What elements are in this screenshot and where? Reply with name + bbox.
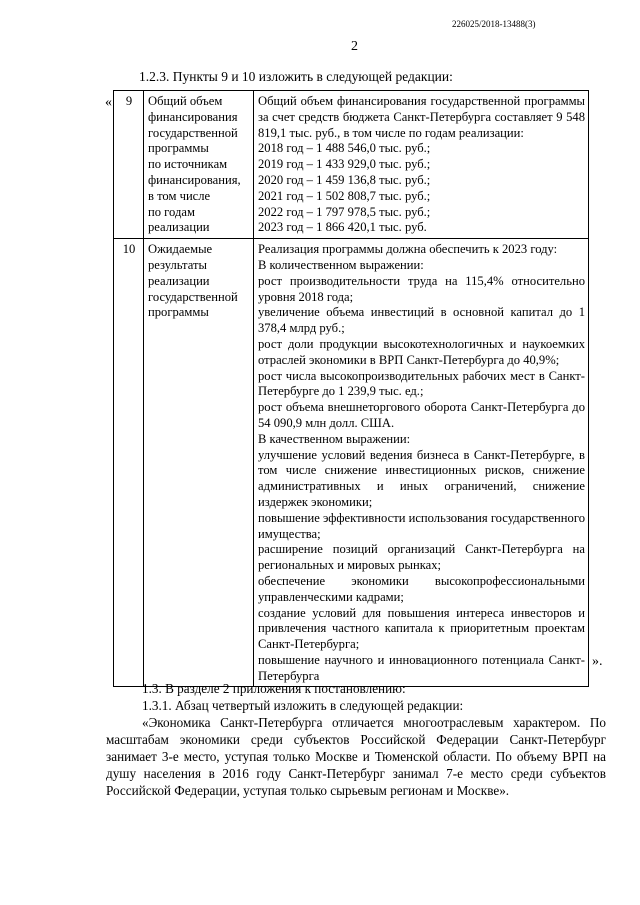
content-paragraph: Общий объем финансирования государственной программы за счет средств бюджета Санкт-Петербурга составляет 9 548 819,1 тыс. руб., в том числе по годам реализации:	[258, 94, 585, 140]
row-number: 10	[114, 239, 144, 687]
content-paragraph: рост объема внешнеторгового оборота Санкт-Петербурга до 54 090,9 млн долл. США.	[258, 400, 585, 430]
name-line: в том числе	[148, 188, 211, 203]
content-paragraph: обеспечение экономики высокопрофессиональными управленческими кадрами;	[258, 573, 585, 604]
content-paragraph: 2019 год – 1 433 929,0 тыс. руб.;	[258, 157, 431, 172]
content-paragraph: создание условий для повышения интереса инвесторов и привлечения частного капитала к приоритетным проектам Санкт-Петербурга;	[258, 605, 585, 652]
content-paragraph: увеличение объема инвестиций в основной капитал до 1 378,4 млрд руб.;	[258, 305, 585, 336]
content-paragraph: рост доли продукции высокотехнологичных и наукоемких отраслей экономики в ВРП Санкт-Петербурга до 40,9%;	[258, 336, 585, 367]
content-paragraph: расширение позиций организаций Санкт-Петербурга на региональных и мировых рынках;	[258, 542, 585, 573]
row-name	[144, 239, 254, 687]
section-1-3: 1.3. В разделе 2 приложения к постановлению:	[142, 681, 406, 696]
content-paragraph: 2020 год – 1 459 136,8 тыс. руб.;	[258, 172, 431, 187]
name-line: финансирования	[148, 109, 238, 124]
row-content	[254, 239, 589, 687]
content-paragraph: В качественном выражении:	[258, 431, 411, 446]
name-line: реализации	[148, 273, 210, 288]
row-number: 9	[114, 91, 144, 239]
intro-paragraph: 1.2.3. Пункты 9 и 10 изложить в следующей редакции:	[139, 69, 453, 84]
content-paragraph: Реализация программы должна обеспечить к 2023 году:	[258, 242, 558, 257]
closing-quote: ».	[592, 654, 603, 669]
content-paragraph: рост производительности труда на 115,4% относительно уровня 2018 года;	[258, 273, 585, 304]
name-line: по источникам	[148, 157, 228, 172]
table-row	[114, 239, 589, 687]
content-paragraph: улучшение условий ведения бизнеса в Санкт-Петербурге, в том числе снижение инвестиционных рисков, снижение административных и иных ограничений, снижение издержек экономики;	[258, 447, 585, 509]
name-line: Ожидаемые	[148, 242, 213, 257]
content-paragraph: повышение научного и инновационного потенциала Санкт-Петербурга	[258, 652, 585, 683]
content-paragraph: повышение эффективности использования государственного имущества;	[258, 510, 585, 541]
name-line: программы	[148, 305, 209, 320]
quoted-paragraph: «Экономика Санкт-Петербурга отличается многоотраслевым характером. По масштабам экономики среди субъектов Российской Федерации Санкт-Петербург занимает 3-е место, уступая только Москве и Тюменской области. По объему ВРП на душу населения в 2016 году Санкт-Петербург занимал 7-е место среди субъектов Российской Федерации, уступая только сырьевым регионам и Москве».	[106, 715, 606, 798]
name-line: финансирования,	[148, 172, 241, 187]
section-1-3-1: 1.3.1. Абзац четвертый изложить в следующей редакции:	[142, 698, 464, 713]
row-name	[144, 91, 254, 239]
name-line: результаты	[148, 257, 207, 272]
content-paragraph: В количественном выражении:	[258, 257, 424, 272]
name-line: по годам	[148, 204, 195, 219]
name-line: государственной	[148, 289, 238, 304]
name-line: Общий объем	[148, 94, 223, 108]
content-paragraph: 2022 год – 1 797 978,5 тыс. руб.;	[258, 204, 431, 219]
opening-quote: «	[105, 95, 112, 110]
content-paragraph: рост числа высокопроизводительных рабочих мест в Санкт-Петербурге до 1 239,9 тыс. ед.;	[258, 368, 585, 399]
table-row	[114, 91, 589, 239]
content-paragraph: 2021 год – 1 502 808,7 тыс. руб.;	[258, 188, 431, 203]
name-line: программы	[148, 141, 209, 156]
row-content	[254, 91, 589, 239]
bottom-text	[106, 680, 606, 799]
name-line: реализации	[148, 220, 210, 235]
page-number: 2	[351, 39, 358, 54]
amendment-table	[113, 90, 589, 687]
content-paragraph: 2018 год – 1 488 546,0 тыс. руб.;	[258, 141, 431, 156]
content-paragraph: 2023 год – 1 866 420,1 тыс. руб.	[258, 220, 427, 235]
name-line: государственной	[148, 125, 238, 140]
document-number: 226025/2018-13488(3)	[452, 19, 536, 29]
